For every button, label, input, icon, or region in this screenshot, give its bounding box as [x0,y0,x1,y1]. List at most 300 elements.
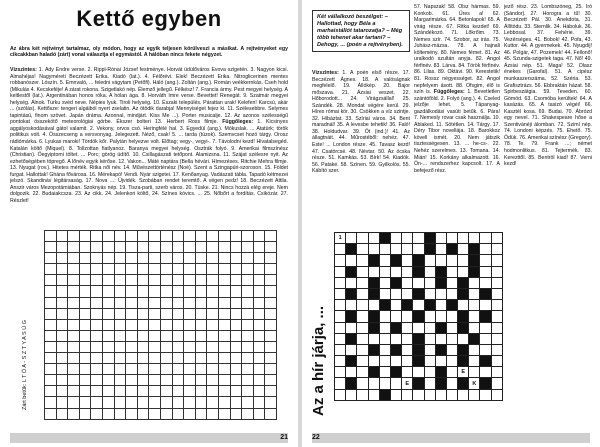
grid-cell[interactable] [218,408,230,419]
grid-cell[interactable] [207,242,219,253]
grid-cell[interactable] [149,408,161,419]
grid-cell[interactable] [357,378,368,389]
grid-cell[interactable] [218,397,230,408]
grid-cell[interactable] [56,286,68,297]
grid-cell[interactable] [91,297,103,308]
grid-cell[interactable] [149,375,161,386]
grid-cell[interactable] [265,341,277,352]
grid-cell[interactable] [126,408,138,419]
grid-cell[interactable] [242,330,254,341]
grid-cell[interactable] [335,277,346,288]
grid-cell[interactable] [56,341,68,352]
grid-cell[interactable] [160,231,172,242]
grid-cell[interactable]: E [402,378,413,389]
grid-cell[interactable] [207,341,219,352]
grid-cell[interactable] [184,275,196,286]
grid-cell[interactable] [480,244,491,255]
grid-cell[interactable] [102,242,114,253]
grid-cell[interactable] [458,389,469,400]
grid-cell[interactable] [469,356,480,367]
grid-cell[interactable] [126,319,138,330]
grid-cell[interactable] [253,364,265,375]
grid-cell[interactable] [242,264,254,275]
grid-cell[interactable] [390,333,401,344]
grid-cell[interactable] [149,242,161,253]
grid-cell[interactable] [480,300,491,311]
grid-cell[interactable] [160,353,172,364]
grid-cell[interactable] [172,386,184,397]
grid-cell[interactable] [335,389,346,400]
grid-cell[interactable] [390,288,401,299]
grid-cell[interactable] [253,275,265,286]
grid-cell[interactable] [469,367,480,378]
grid-cell[interactable] [45,264,57,275]
grid-cell[interactable] [207,353,219,364]
grid-cell[interactable] [137,286,149,297]
grid-cell[interactable] [68,408,80,419]
grid-cell[interactable] [218,330,230,341]
grid-cell[interactable] [458,300,469,311]
grid-cell[interactable] [79,253,91,264]
grid-cell[interactable] [446,333,457,344]
grid-cell[interactable] [79,353,91,364]
grid-cell[interactable] [207,397,219,408]
grid-cell[interactable] [242,275,254,286]
grid-cell[interactable] [114,386,126,397]
grid-cell[interactable] [207,253,219,264]
grid-cell[interactable] [137,386,149,397]
grid-cell[interactable] [253,264,265,275]
grid-cell[interactable] [390,300,401,311]
grid-cell[interactable] [402,389,413,400]
grid-cell[interactable] [68,319,80,330]
grid-cell[interactable] [491,244,502,255]
grid-cell[interactable] [114,364,126,375]
grid-cell[interactable] [68,264,80,275]
grid-cell[interactable] [91,231,103,242]
grid-cell[interactable] [91,264,103,275]
grid-cell[interactable] [346,233,357,244]
grid-cell[interactable] [102,253,114,264]
grid-cell[interactable] [79,275,91,286]
grid-cell[interactable] [79,231,91,242]
grid-cell[interactable] [390,356,401,367]
grid-cell[interactable] [424,322,435,333]
grid-cell[interactable] [45,319,57,330]
grid-cell[interactable] [265,253,277,264]
grid-cell[interactable] [218,353,230,364]
grid-cell[interactable] [91,397,103,408]
grid-cell[interactable] [253,397,265,408]
grid-cell[interactable] [491,311,502,322]
grid-cell[interactable] [68,375,80,386]
grid-cell[interactable] [137,408,149,419]
grid-cell[interactable] [126,375,138,386]
grid-cell[interactable] [68,275,80,286]
grid-cell[interactable] [446,311,457,322]
grid-cell[interactable] [435,244,446,255]
grid-cell[interactable] [265,297,277,308]
grid-cell[interactable] [195,397,207,408]
grid-cell[interactable] [379,244,390,255]
grid-cell[interactable] [102,353,114,364]
grid-cell[interactable] [265,231,277,242]
grid-cell[interactable] [357,333,368,344]
grid-cell[interactable] [149,386,161,397]
grid-cell[interactable] [114,353,126,364]
grid-cell[interactable] [137,319,149,330]
grid-cell[interactable] [402,244,413,255]
grid-cell[interactable] [91,408,103,419]
grid-cell[interactable] [230,386,242,397]
grid-cell[interactable] [491,288,502,299]
grid-cell[interactable] [195,253,207,264]
grid-cell[interactable] [458,255,469,266]
grid-cell[interactable] [242,408,254,419]
grid-cell[interactable] [424,389,435,400]
grid-cell[interactable] [230,330,242,341]
grid-cell[interactable] [195,308,207,319]
grid-cell[interactable] [137,375,149,386]
grid-cell[interactable] [195,375,207,386]
grid-cell[interactable] [114,242,126,253]
grid-cell[interactable] [368,389,379,400]
grid-cell[interactable] [91,330,103,341]
grid-cell[interactable] [160,253,172,264]
grid-cell[interactable] [357,356,368,367]
grid-cell[interactable] [68,397,80,408]
grid-cell[interactable] [137,231,149,242]
grid-cell[interactable] [218,275,230,286]
grid-cell[interactable] [79,408,91,419]
grid-cell[interactable] [172,286,184,297]
grid-cell[interactable] [114,275,126,286]
grid-cell[interactable] [126,353,138,364]
grid-cell[interactable] [79,330,91,341]
grid-cell[interactable] [45,275,57,286]
grid-cell[interactable] [195,319,207,330]
grid-cell[interactable] [230,319,242,330]
grid-cell[interactable] [79,286,91,297]
grid-cell[interactable] [402,255,413,266]
grid-cell[interactable] [402,322,413,333]
grid-cell[interactable] [172,364,184,375]
grid-cell[interactable] [149,353,161,364]
grid-cell[interactable] [480,266,491,277]
grid-cell[interactable] [102,397,114,408]
grid-cell[interactable] [149,364,161,375]
grid-cell[interactable] [160,408,172,419]
grid-cell[interactable] [368,300,379,311]
grid-cell[interactable] [491,255,502,266]
grid-cell[interactable] [172,408,184,419]
grid-cell[interactable] [114,330,126,341]
grid-cell[interactable] [172,275,184,286]
grid-cell[interactable] [265,408,277,419]
grid-cell[interactable] [207,308,219,319]
grid-cell[interactable] [357,389,368,400]
grid-cell[interactable] [160,386,172,397]
grid-cell[interactable] [480,277,491,288]
grid-cell[interactable] [172,242,184,253]
grid-cell[interactable] [335,378,346,389]
grid-cell[interactable] [335,288,346,299]
grid-cell[interactable] [68,242,80,253]
grid-cell[interactable] [126,386,138,397]
grid-cell[interactable] [346,255,357,266]
grid-cell[interactable] [56,231,68,242]
grid-cell[interactable] [469,344,480,355]
grid-cell[interactable] [114,341,126,352]
grid-cell[interactable] [172,319,184,330]
grid-cell[interactable] [435,233,446,244]
grid-cell[interactable] [230,341,242,352]
grid-cell[interactable] [413,389,424,400]
grid-cell[interactable] [424,367,435,378]
grid-cell[interactable] [79,297,91,308]
grid-cell[interactable] [335,300,346,311]
grid-cell[interactable] [446,356,457,367]
grid-cell[interactable] [160,242,172,253]
grid-cell[interactable] [79,319,91,330]
grid-cell[interactable] [265,386,277,397]
grid-cell[interactable] [242,341,254,352]
grid-cell[interactable] [137,264,149,275]
grid-cell[interactable] [368,266,379,277]
grid-cell[interactable] [242,286,254,297]
grid-cell[interactable] [446,322,457,333]
grid-cell[interactable] [253,353,265,364]
grid-cell[interactable] [195,364,207,375]
grid-cell[interactable] [184,397,196,408]
grid-cell[interactable] [56,408,68,419]
grid-cell[interactable] [172,375,184,386]
grid-cell[interactable] [253,375,265,386]
grid-cell[interactable] [102,408,114,419]
grid-cell[interactable] [172,341,184,352]
grid-cell[interactable] [79,264,91,275]
grid-cell[interactable] [413,322,424,333]
grid-cell[interactable] [435,356,446,367]
grid-cell[interactable] [446,233,457,244]
grid-cell[interactable] [207,408,219,419]
grid-cell[interactable] [195,341,207,352]
grid-cell[interactable] [458,266,469,277]
grid-cell[interactable] [102,364,114,375]
grid-cell[interactable] [265,286,277,297]
grid-cell[interactable] [346,300,357,311]
grid-cell[interactable] [446,277,457,288]
grid-cell[interactable] [480,322,491,333]
grid-cell[interactable] [435,389,446,400]
grid-cell[interactable]: 1 [335,233,346,244]
grid-cell[interactable] [79,364,91,375]
grid-cell[interactable] [265,375,277,386]
grid-cell[interactable] [126,364,138,375]
grid-cell[interactable] [195,286,207,297]
grid-cell[interactable] [160,319,172,330]
grid-cell[interactable] [56,264,68,275]
grid-cell[interactable] [184,297,196,308]
grid-cell[interactable] [91,375,103,386]
grid-cell[interactable] [253,253,265,264]
grid-cell[interactable] [56,253,68,264]
grid-cell[interactable] [491,378,502,389]
grid-cell[interactable] [45,330,57,341]
grid-cell[interactable] [413,244,424,255]
grid-cell[interactable] [184,264,196,275]
grid-cell[interactable] [79,375,91,386]
grid-cell[interactable] [265,308,277,319]
grid-cell[interactable] [91,242,103,253]
grid-cell[interactable] [357,244,368,255]
grid-cell[interactable] [390,266,401,277]
grid-cell[interactable] [56,297,68,308]
grid-cell[interactable] [102,330,114,341]
grid-cell[interactable] [91,386,103,397]
grid-cell[interactable] [114,286,126,297]
grid-cell[interactable] [172,397,184,408]
grid-cell[interactable] [184,408,196,419]
grid-cell[interactable] [368,244,379,255]
grid-cell[interactable] [137,364,149,375]
grid-cell[interactable] [424,356,435,367]
grid-cell[interactable] [102,231,114,242]
grid-cell[interactable] [230,297,242,308]
grid-cell[interactable] [126,341,138,352]
grid-cell[interactable] [172,308,184,319]
grid-cell[interactable] [368,378,379,389]
grid-cell[interactable] [242,297,254,308]
grid-cell[interactable] [424,266,435,277]
grid-cell[interactable] [491,367,502,378]
grid-cell[interactable] [335,344,346,355]
grid-cell[interactable] [230,353,242,364]
grid-cell[interactable] [242,319,254,330]
grid-cell[interactable] [160,264,172,275]
grid-cell[interactable] [446,266,457,277]
grid-cell[interactable] [126,242,138,253]
grid-cell[interactable] [184,375,196,386]
grid-cell[interactable] [184,308,196,319]
grid-cell[interactable] [435,255,446,266]
grid-cell[interactable] [218,386,230,397]
grid-cell[interactable] [126,297,138,308]
grid-cell[interactable] [195,231,207,242]
grid-cell[interactable] [413,300,424,311]
grid-cell[interactable] [160,397,172,408]
grid-cell[interactable] [207,375,219,386]
grid-cell[interactable] [379,277,390,288]
grid-cell[interactable] [379,344,390,355]
grid-cell[interactable] [207,231,219,242]
grid-cell[interactable] [184,253,196,264]
grid-cell[interactable] [368,356,379,367]
grid-cell[interactable] [424,288,435,299]
grid-cell[interactable] [149,330,161,341]
grid-cell[interactable] [458,333,469,344]
grid-cell[interactable] [480,233,491,244]
grid-cell[interactable] [424,333,435,344]
grid-cell[interactable] [469,300,480,311]
grid-cell[interactable] [56,308,68,319]
grid-cell[interactable] [335,333,346,344]
grid-cell[interactable] [446,255,457,266]
grid-cell[interactable] [335,322,346,333]
grid-cell[interactable] [357,300,368,311]
grid-cell[interactable] [114,253,126,264]
grid-cell[interactable] [491,344,502,355]
grid-cell[interactable] [230,231,242,242]
grid-cell[interactable] [195,386,207,397]
grid-cell[interactable] [114,408,126,419]
grid-cell[interactable] [137,353,149,364]
grid-cell[interactable] [172,264,184,275]
grid-cell[interactable] [56,364,68,375]
grid-cell[interactable] [45,297,57,308]
grid-cell[interactable] [149,253,161,264]
grid-cell[interactable] [137,242,149,253]
grid-cell[interactable] [379,378,390,389]
grid-cell[interactable] [172,253,184,264]
grid-cell[interactable] [335,244,346,255]
grid-cell[interactable] [195,297,207,308]
grid-cell[interactable] [357,255,368,266]
grid-cell[interactable] [218,264,230,275]
grid-cell[interactable] [149,286,161,297]
grid-cell[interactable] [218,308,230,319]
grid-cell[interactable] [335,356,346,367]
grid-cell[interactable] [253,319,265,330]
grid-cell[interactable] [265,397,277,408]
grid-cell[interactable] [242,308,254,319]
grid-cell[interactable] [424,255,435,266]
grid-cell[interactable] [114,264,126,275]
grid-cell[interactable] [184,319,196,330]
grid-cell[interactable] [379,322,390,333]
grid-cell[interactable] [424,311,435,322]
grid-cell[interactable] [137,275,149,286]
grid-cell[interactable] [357,288,368,299]
grid-cell[interactable] [172,231,184,242]
grid-cell[interactable] [172,353,184,364]
grid-cell[interactable] [265,330,277,341]
grid-cell[interactable] [184,330,196,341]
grid-cell[interactable] [265,275,277,286]
grid-cell[interactable] [357,233,368,244]
grid-cell[interactable] [446,344,457,355]
grid-cell[interactable] [68,253,80,264]
grid-cell[interactable] [149,341,161,352]
grid-cell[interactable] [346,367,357,378]
grid-cell[interactable] [469,233,480,244]
grid-cell[interactable] [413,277,424,288]
grid-cell[interactable] [160,375,172,386]
grid-cell[interactable] [413,367,424,378]
grid-cell[interactable] [491,322,502,333]
grid-cell[interactable] [45,286,57,297]
grid-cell[interactable] [184,231,196,242]
grid-cell[interactable] [218,253,230,264]
grid-cell[interactable] [160,297,172,308]
grid-cell[interactable] [469,322,480,333]
grid-cell[interactable] [137,341,149,352]
grid-cell[interactable] [402,356,413,367]
grid-cell[interactable] [265,264,277,275]
grid-cell[interactable] [79,308,91,319]
grid-cell[interactable] [102,341,114,352]
grid-cell[interactable] [469,389,480,400]
